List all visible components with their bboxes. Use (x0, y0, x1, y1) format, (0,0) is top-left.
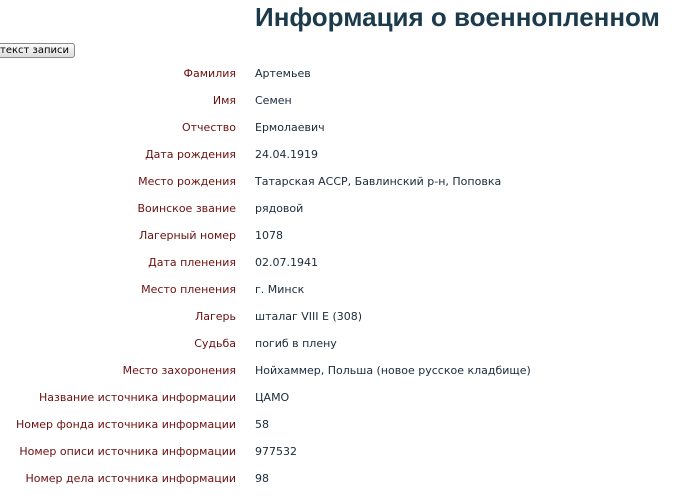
field-label: Дата рождения (145, 148, 236, 161)
info-row-birth-place (0, 168, 697, 195)
info-row-file-number (0, 465, 697, 492)
info-row-fate (0, 330, 697, 357)
field-value: 98 (255, 472, 269, 485)
info-row-camp (0, 303, 697, 330)
field-value: 24.04.1919 (255, 148, 318, 161)
field-value: погиб в плену (255, 337, 337, 350)
field-value: ЦАМО (255, 391, 290, 404)
info-row-first-name (0, 87, 697, 114)
field-label: Место захоронения (122, 364, 236, 377)
info-row-source-name (0, 384, 697, 411)
field-label: Место рождения (138, 175, 236, 188)
info-row-camp-number (0, 222, 697, 249)
info-row-patronymic (0, 114, 697, 141)
field-value: Ермолаевич (255, 121, 325, 134)
info-row-capture-place (0, 276, 697, 303)
field-value: Артемьев (255, 67, 311, 80)
info-row-fund-number (0, 411, 697, 438)
record-text-button[interactable]: текст записи (0, 43, 75, 58)
field-value: 02.07.1941 (255, 256, 318, 269)
field-value: 977532 (255, 445, 297, 458)
field-label: Номер фонда источника информации (15, 418, 236, 431)
field-label: Номер описи источника информации (19, 445, 236, 458)
field-value: шталаг VIII E (308) (255, 310, 363, 323)
info-row-military-rank (0, 195, 697, 222)
field-value: Татарская АССР, Бавлинский р-н, Поповка (255, 175, 502, 188)
field-value: 58 (255, 418, 269, 431)
field-label: Место пленения (141, 283, 236, 296)
field-value: Семен (255, 94, 292, 107)
field-label: Фамилия (183, 67, 236, 80)
field-value: Нойхаммер, Польша (новое русское кладбище) (255, 364, 531, 377)
field-label: Имя (212, 94, 236, 107)
field-label: Отчество (181, 121, 236, 134)
field-label: Лагерь (194, 310, 236, 323)
page-title: Информация о военнопленном (255, 2, 660, 32)
field-label: Название источника информации (38, 391, 236, 404)
info-row-inventory-number (0, 438, 697, 465)
field-label: Судьба (194, 337, 236, 350)
info-row-capture-date (0, 249, 697, 276)
field-label: Номер дела источника информации (25, 472, 236, 485)
field-value: 1078 (255, 229, 283, 242)
field-label: Дата пленения (148, 256, 236, 269)
info-row-surname (0, 60, 697, 87)
field-value: г. Минск (255, 283, 305, 296)
info-row-burial-place (0, 357, 697, 384)
field-value: рядовой (255, 202, 304, 215)
field-label: Лагерный номер (138, 229, 236, 242)
record-info-list (0, 60, 697, 492)
field-label: Воинское звание (137, 202, 236, 215)
info-row-birth-date (0, 141, 697, 168)
